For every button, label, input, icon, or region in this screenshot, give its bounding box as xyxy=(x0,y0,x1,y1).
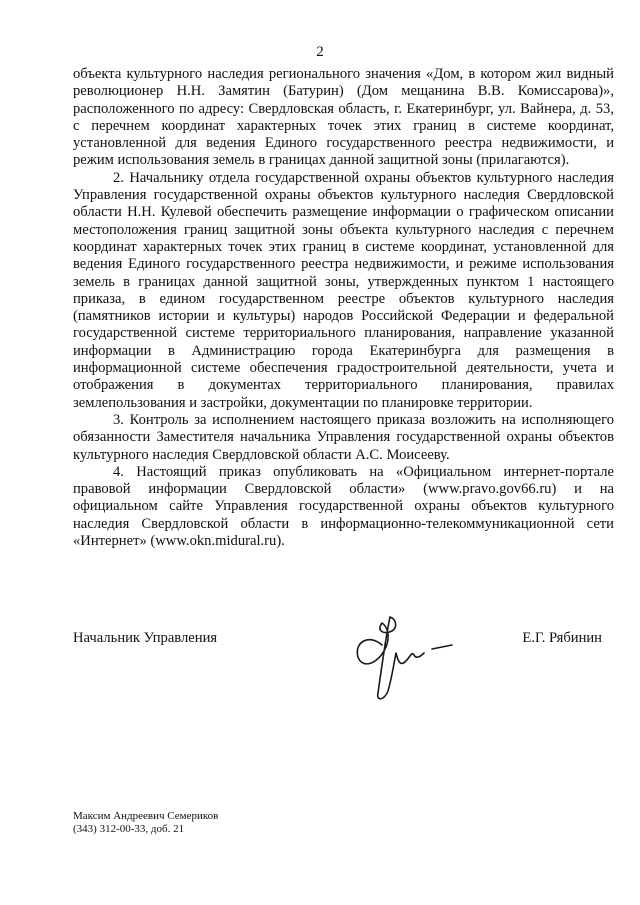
signer-name: Е.Г. Рябинин xyxy=(522,630,602,646)
paragraph-item-3: 3. Контроль за исполнением настоящего приказа возложить на исполняющего обязанности Заместителя начальника Управления государственной охраны объектов культурного наследия Свердловской области А.С. Моисееву. xyxy=(73,411,614,463)
paragraph-1-continuation: объекта культурного наследия регионального значения «Дом, в котором жил видный революционер Н.Н. Замятин (Батурин) (Дом мещанина В.В. Комиссарова)», расположенного по адресу: Свердловская область, г. Екатеринбург, ул. Вайнера, д. 53, с перечнем координат характерных точек этих границ в системе координат, установленной для ведения Единого государственного реестра недвижимости, и режим использования земель в границах данной защитной зоны (прилагаются). xyxy=(73,66,614,169)
paragraph-item-2: 2. Начальнику отдела государственной охраны объектов культурного наследия Управления государственной охраны объектов культурного наследия Свердловской области Н.Н. Кулевой обеспечить размещение информации о графическом описании местоположения границ защитной зоны объекта культурного наследия с перечнем координат характерных точек этих границ в системе координат, установленной для ведения Единого государственного реестра недвижимости, и режиме использования земель в границах данной защитной зоны, утвержденных пунктом 1 настоящего приказа, в едином государственном реестре объектов культурного наследия (памятников истории и культуры) народов Российской Федерации и федеральной государственной системе территориального планирования, направление указанной информации в Администрацию города Екатеринбурга для размещения в информационной системе обеспечения градостроительной деятельности, учета и отображения в документах территориального планирования, правилах землепользования и застройки, документации по планировке территории. xyxy=(73,169,614,411)
page-number: 2 xyxy=(316,44,324,60)
executor-name: Максим Андреевич Семериков xyxy=(73,810,219,822)
document-body xyxy=(73,66,614,550)
executor-info xyxy=(73,810,218,836)
signer-title: Начальник Управления xyxy=(73,630,218,646)
executor-phone: (343) 312-00-33, доб. 21 xyxy=(73,823,185,835)
handwritten-signature xyxy=(348,605,458,705)
paragraph-item-4: 4. Настоящий приказ опубликовать на «Официальном интернет-портале правовой информации Свердловской области» (www.pravo.gov66.ru) и на официальном сайте Управления государственной охраны объектов культурного наследия Свердловской области в информационно-телекоммуникационной сети «Интернет» (www.okn.midural.ru). xyxy=(73,463,614,550)
signature-block xyxy=(73,630,614,654)
